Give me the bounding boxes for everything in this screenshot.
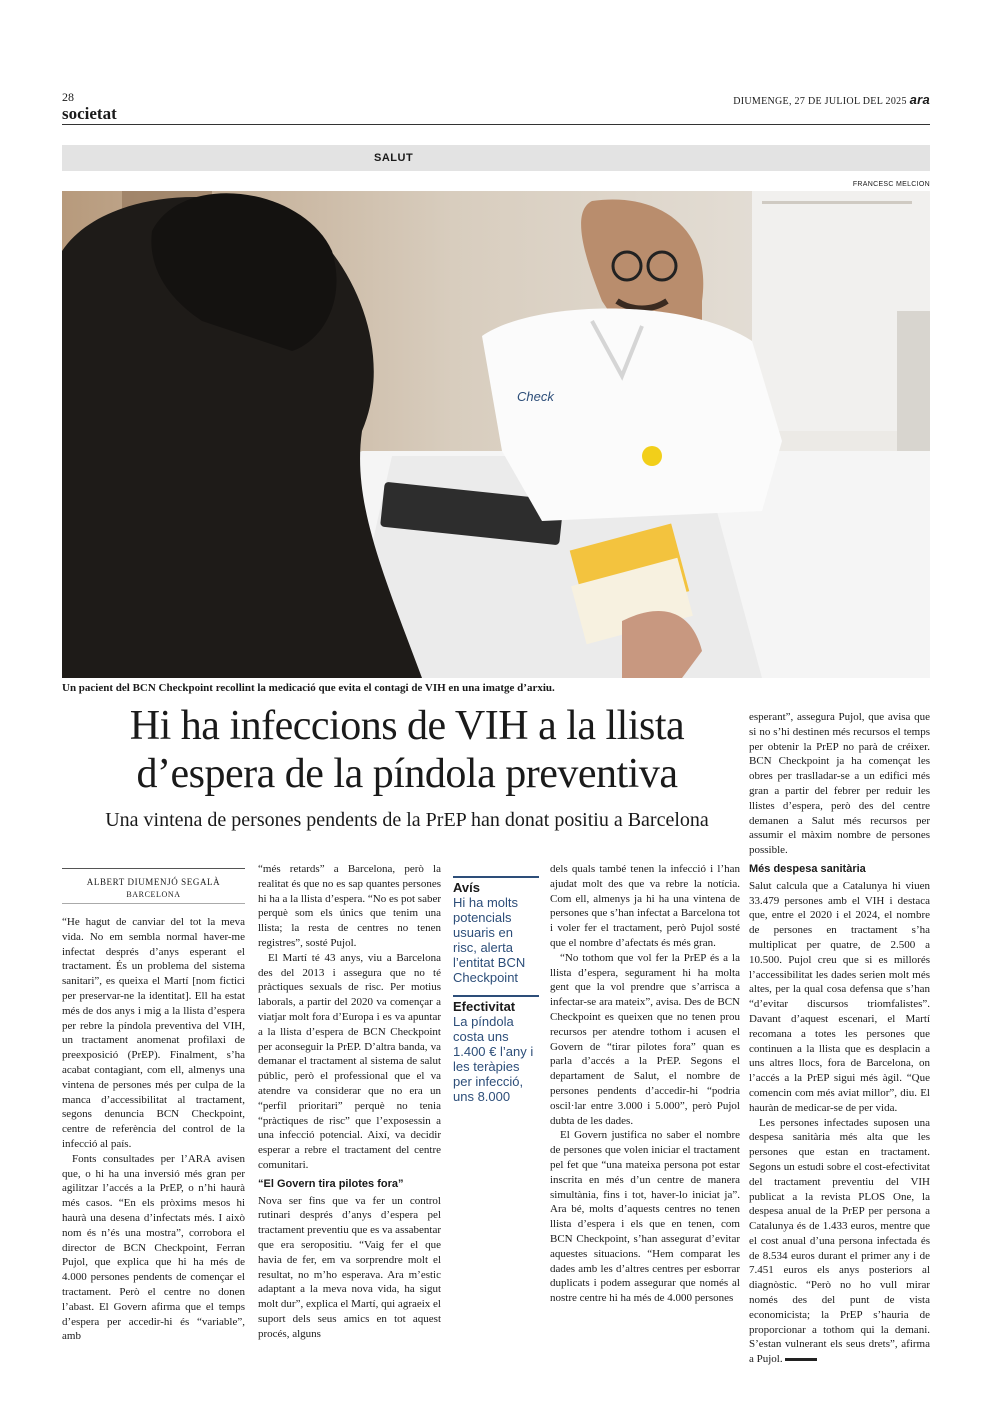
topic-banner — [62, 145, 930, 171]
issue-date — [733, 92, 930, 107]
paragraph: Salut calcula que a Catalunya hi viuen 33.479 persones amb el VIH i destaca que, entre el 2020 i el 2024, el nombre de persones en tractament s’ha multiplicat per quatre, de 2.500 a 10.500. Pujol creu que si es millorés l’accessibilitat les dades serien molt més altes, per la qual cosa defensa que s’han “d’evitar discursos triomfalistes”. Davant d’aquest escenari, el Martí recomana a totes les persones que continuen a la llista que es desplacin a uns altres llocs, fora de Barcelona, on l’accés a la PrEP sigui més àgil. “Que comencin com més aviat millor”, diu. El hauràn de medicar-se de per vida. — [749, 879, 930, 1114]
article-headline: Hi ha infeccions de VIH a la llista d’espera de la píndola preventiva — [129, 703, 685, 797]
article-column-2 — [258, 862, 441, 1342]
paragraph: “més retards” a Barcelona, però la realitat és que no es sap quantes persones hi ha a la llista d’espera. “No es pot saber perquè som els únics que tenim una llista; la resta de centres no tenen registres”, sosté Pujol. — [258, 863, 441, 949]
subheading: Més despesa sanitària — [749, 862, 866, 875]
paragraph: “He hagut de canviar del tot la meva vida. No em sembla normal haver-me infectat després d’anys esperant el tractament. És un problema del sistema sanitari”, es queixa el Martí [nom fictici per preservar-ne la identitat]. Ell ha estat més de dos anys i mig a la llista d’espera per rebre la píndola preventiva del VIH, un tractament anomenat profilaxi de preexposició (PrEP). Finalment, s’ha acabat contagiant, com ell, almenys una vintena de persones més per culpa de la manca d’accessibilitat al tractament, segons denuncia BCN Checkpoint, centre de referència del control de la infecció al país. — [62, 916, 245, 1150]
sidebar-title: Efectivitat — [453, 999, 516, 1014]
sidebar-text: Hi ha molts potencials usuaris en risc, alerta l’entitat BCN Checkpoint — [453, 895, 526, 985]
paragraph — [749, 1116, 930, 1368]
uniform-logo-text: Check — [517, 389, 554, 404]
article-column-5 — [749, 710, 930, 1367]
paragraph: dels quals també tenen la infecció i l’han ajudat molt des que va rebre la notícia. Com ell, almenys ja hi ha una vintena de persones que s’han infectat a Barcelona tot i voler fer el tractament, però Pujol sosté que el nombre d’afectats és més gran. — [550, 863, 740, 949]
header-rule — [62, 124, 930, 125]
author-name: ALBERT DIUMENJÓ SEGALÀ — [86, 877, 221, 887]
paragraph-text: Les persones infectades suposen una despesa sanitària més alta que les persones que estan en tractament. Segons un estudi sobre el cost-efectivitat del tractament preventiu del VIH publicat a la revista PLOS One, la despesa anual de la PrEP per persona a Catalunya és de 1.433 euros, mentre que el cost anual d’una persona infectada és de 8.534 euros durant el primer any i de 7.451 euros els anys posteriors al diagnòstic. “Però no ho vull mirar només des del punt de vista economicista; la PrEP s’hauria de proporcionar a tothom qui la demani. S’estan vulnerant els seus drets”, afirma a Pujol. — [749, 1116, 930, 1366]
article-column-4 — [550, 862, 740, 1306]
banner-label: SALUT — [374, 152, 414, 164]
photo-credit: FRANCESC MELCION — [852, 181, 930, 188]
byline — [62, 868, 245, 904]
sidebar-rule — [453, 876, 539, 878]
paragraph: El Martí té 43 anys, viu a Barcelona des del 2013 i assegura que no té pràctiques sexuals de risc. Per motius laborals, a partir del 2020 va començar a viatjar molt fora d’Europa i es va apuntar a la llista d’espera de BCN Checkpoint per aconseguir la PrEP. D’altra banda, va demanar el tractament al sistema de salut públic, però el professional que el va atendre va considerar que no era un “perfil prioritari” perquè no tenia “pràctiques de risc” que l’exposessin a una infecció potencial. Així, va decidir esperar a rebre el tractament del centre comunitari. — [258, 951, 441, 1171]
brand-logo: ara — [909, 92, 930, 107]
date-text: DIUMENGE, 27 DE JULIOL DEL 2025 — [733, 96, 907, 107]
end-of-article-mark — [785, 1358, 817, 1361]
sidebar-text: La píndola costa uns 1.400 € l’any i les teràpies per infecció, uns 8.000 — [453, 1014, 534, 1104]
section-label: societat — [62, 104, 117, 123]
paragraph: El Govern justifica no saber el nombre de persones que volen iniciar el tractament pel fet que “una mateixa persona pot estar inscrita en més d’un centre de manera simultània, fins i tot, haver-lo iniciat ja”. Ara bé, molts d’aquests centres no tenen llista d’espera i els que en tenen, com BCN Checkpoint, s’han assegurat d’evitar aquestes situacions. “Hem comparat les dades amb les d’altres centres per esborrar duplicats i podem assegurar que només al nostre centre hi ha més de 4.000 persones — [550, 1129, 740, 1305]
pharmacy-scene-illustration — [62, 191, 930, 678]
photo-caption: Un pacient del BCN Checkpoint recollint la medicació que evita el contagi de VIH en una imatge d’arxiu. — [62, 682, 555, 694]
paragraph: Nova ser fins que va fer un control rutinari després d’anys d’espera pel tractament preventiu que es va assabentar que era seropositiu. “Vaig fer el que havia de fer, em va sorprendre molt el resultat, no m’ho esperava. Ara m’estic adaptant a la meva nova vida, ha sigut molt dur”, explica el Martí, qui agraeix el suport dels seus amics en tot aquest procés, alguns — [258, 1194, 441, 1340]
paragraph: “No tothom que vol fer la PrEP és a la llista d’espera, segurament hi ha molta gent que la vol prendre que s’arrisca a infectar-se ara mateix”, avisa. Des de BCN Checkpoint es queixen que no tenen prou recursos per atendre tothom i acusen el Govern de “tirar pilotes fora” quan es parla d’accés a la PrEP. Segons el departament de Salut, el nombre de persones pendents d’accedir-hi “podria oscil·lar entre 3.000 i 5.000”, però Pujol dubta de les dades. — [550, 951, 740, 1127]
article-photo — [62, 191, 930, 678]
paragraph: Fonts consultades per l’ARA avisen que, o hi ha una inversió més gran per agilitzar l’accés a la PrEP, o n’hi haurà més casos. “En els pròxims mesos hi haurà una desena d’infectats més. I això nom és n’és una mostra”, corrobora el director de BCN Checkpoint, Ferran Pujol, que explica que hi ha més de 4.000 persones pendents de començar el tractament. Però el centre no donen l’abast. El Govern afirma que el temps d’espera per accedir-hi és “variable”, amb — [62, 1152, 245, 1343]
author-location: BARCELONA — [126, 890, 181, 899]
page-number: 28 — [62, 90, 74, 104]
subheading: “El Govern tira pilotes fora” — [258, 1177, 404, 1190]
paragraph: esperant”, assegura Pujol, que avisa que si no s’hi destinen més recursos el temps per obtenir la PrEP no parà de créixer. BCN Checkpoint ja ha començat les obres per traslladar-se a un edifici més gran a partir del febrer per reduir les llistes d’espera, però des del centre demanen a Salut més recursos per assumir el màxim nombre de persones possible. — [749, 711, 930, 857]
article-column-1 — [62, 915, 245, 1344]
sidebar-rule — [453, 995, 539, 997]
article-subheadline: Una vintena de persones pendents de la PrEP han donat positiu a Barcelona — [105, 809, 709, 831]
sidebar-facts — [453, 876, 539, 1104]
sidebar-title: Avís — [453, 880, 480, 895]
